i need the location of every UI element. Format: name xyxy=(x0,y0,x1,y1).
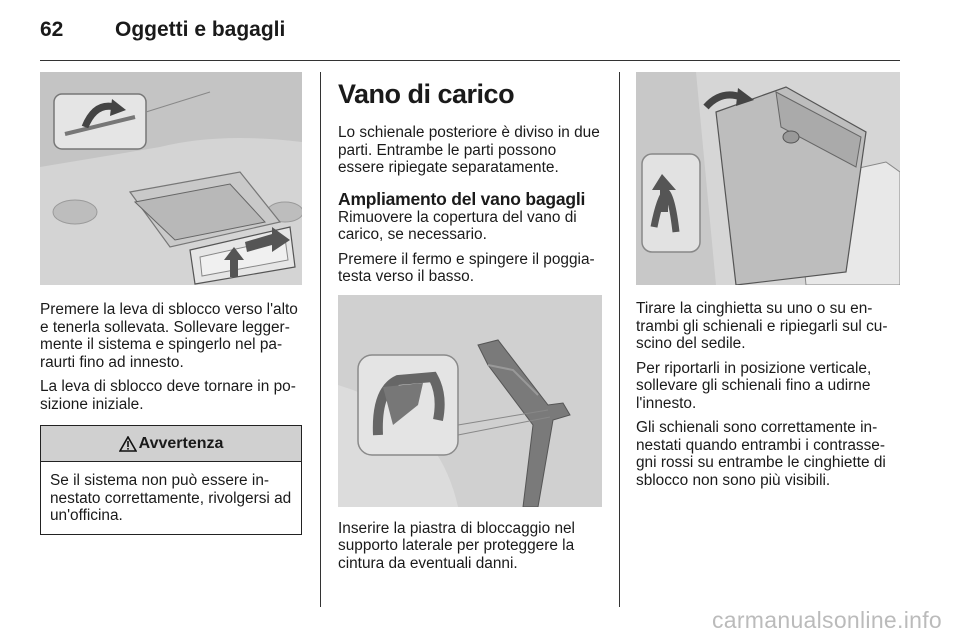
watermark-text: carmanualsonline.info xyxy=(711,607,942,633)
seatback-para-1: Tirare la cinghietta su uno o su entrambi gli schienali e ripiegarli sul cuscino del sedile. xyxy=(636,300,888,352)
column-divider-2 xyxy=(619,72,620,607)
warning-header xyxy=(41,426,301,462)
chapter-title: Oggetti e bagagli xyxy=(115,18,286,41)
subsection-heading: Ampliamento del vano bagagli xyxy=(338,188,586,209)
instruction-para-2: La leva di sblocco deve tornare in posizione iniziale. xyxy=(40,378,296,413)
seatback-illustration xyxy=(636,72,900,285)
page-number: 62 xyxy=(40,18,64,41)
warning-triangle-icon xyxy=(119,436,137,452)
cargo-intro-para: Lo schienale posteriore è diviso in due parti. Entrambe le parti possono essere ripiegate separatamente. xyxy=(338,124,600,176)
page-header xyxy=(40,18,285,50)
warning-box xyxy=(40,425,302,535)
cargo-para-3: Premere il fermo e spingere il poggiatesta verso il basso. xyxy=(338,250,595,285)
instruction-para-1: Premere la leva di sblocco verso l'alto e tenerla sollevata. Sollevare leggermente il sistema e spingerlo nel paraurti fino ad innesto. xyxy=(40,301,298,371)
warning-text: Se il sistema non può essere innestato correttamente, rivolgersi ad un'officina. xyxy=(50,472,292,524)
column-2 xyxy=(338,72,602,579)
figure-seatbelt-holder xyxy=(338,295,602,507)
cargo-para-4: Inserire la piastra di bloccaggio nel supporto laterale per proteggere la cintura da eventuali danni. xyxy=(338,519,575,572)
figure-folding-seatback xyxy=(636,72,900,285)
warning-title: Avvertenza xyxy=(138,434,224,452)
header-rule xyxy=(40,60,900,61)
bike-carrier-illustration xyxy=(40,72,302,285)
seatback-para-2: Per riportarli in posizione verticale, sollevare gli schienali fino a udirne l'innesto. xyxy=(636,359,872,412)
figure-bike-carrier-drawer xyxy=(40,72,302,285)
seatback-para-3: Gli schienali sono correttamente innestati quando entrambi i contrassegni rossi su entrambe le cinghiette di sblocco non sono più visibili. xyxy=(636,419,886,489)
column-divider-1 xyxy=(320,72,321,607)
cargo-para-2: Rimuovere la copertura del vano di carico, se necessario. xyxy=(338,208,577,243)
column-1 xyxy=(40,72,302,535)
column-3 xyxy=(636,72,900,496)
seatbelt-illustration xyxy=(338,295,602,507)
section-heading: Vano di carico xyxy=(338,79,515,109)
